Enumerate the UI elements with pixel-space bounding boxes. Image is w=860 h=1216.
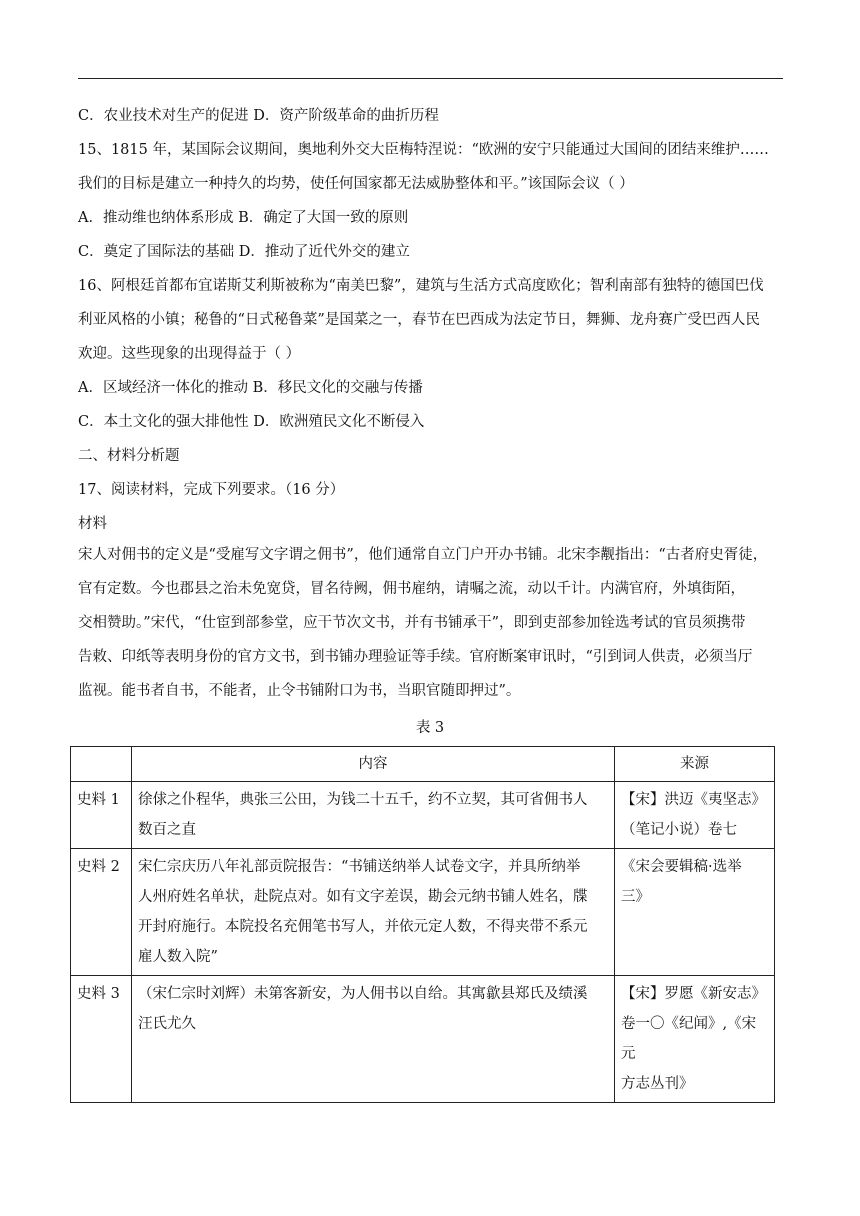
material-line: 监视。能书者自书，不能者，止令书铺附口为书，当职官随即押过”。 [78,683,521,699]
q17-stem: 17、阅读材料，完成下列要求。（16 分） [78,482,345,498]
q14-options-cd: C．农业技术对生产的促进 D．资产阶级革命的曲折历程 [78,108,439,124]
content-line: 宋仁宗庆历八年礼部贡院报告：“书铺送纳举人试卷文字，并具所纳举 [138,859,581,875]
q16-stem-line1: 16、阿根廷首都布宜诺斯艾利斯被称为“南美巴黎”，建筑与生活方式高度欧化；智利南部有独特的德国巴伐 [78,278,764,294]
row-content [132,976,615,1103]
q15-stem-line2: 我们的目标是建立一种持久的均势，使任何国家都无法威胁整体和平。”该国际会议（ ） [78,176,634,192]
content-line: 徐俅之仆程华，典张三公田，为钱二十五千，约不立契，其可省佣书人 [138,792,588,808]
q15-options-cd: C．奠定了国际法的基础 D．推动了近代外交的建立 [78,244,410,260]
question-content [78,106,784,708]
q15-stem-line1: 15、1815 年，某国际会议期间，奥地利外交大臣梅特涅说：“欧洲的安宁只能通过大国间的团结来维护…… [78,142,769,158]
source-line: 【宋】洪迈《夷坚志》 [621,792,766,808]
row-content [132,782,615,849]
q17-material-text [78,538,784,708]
table-row [71,976,775,1103]
table-row [71,849,775,976]
row-label: 史料 1 [71,782,132,849]
content-line: 开封府施行。本院投名充佣笔书写人，并依元定人数，不得夹带不系元 [138,919,588,935]
q16-options-cd: C．本土文化的强大排他性 D．欧洲殖民文化不断侵入 [78,414,425,430]
header-cell: 内容 [132,747,615,782]
q15-options-ab: A．推动维也纳体系形成 B．确定了大国一致的原则 [78,210,409,226]
content-line: （宋仁宗时刘辉）未第客新安，为人佣书以自给。其寓歙县郑氏及绩溪 [138,986,588,1002]
content-line: 人州府姓名单状，赴院点对。如有文字差误，勘会元纳书铺人姓名，牒 [138,889,588,905]
source-line: 方志丛刊》 [621,1076,694,1092]
q17-material-label: 材料 [78,516,107,532]
row-label: 史料 2 [71,849,132,976]
content-line: 汪氏尤久 [138,1016,196,1032]
source-line: 《宋会要辑稿·选举 [621,859,742,875]
section-title: 二、材料分析题 [78,448,180,464]
source-line: 三》 [621,889,650,905]
content-line: 雇人数入院” [138,949,218,965]
header-cell [71,747,132,782]
q16-stem-line3: 欢迎。这些现象的出现得益于（ ） [78,346,301,362]
header-rule [78,78,783,79]
q16-options-ab: A．区域经济一体化的推动 B．移民文化的交融与传播 [78,380,423,396]
row-source [615,782,775,849]
row-source [615,976,775,1103]
source-table [70,746,775,1103]
table-row [71,782,775,849]
material-line: 宋人对佣书的定义是“受雇写文字谓之佣书”，他们通常自立门户开办书铺。北宋李觏指出：“古者府史胥徒， [78,547,768,563]
material-line: 告敕、印纸等表明身份的官方文书，到书铺办理验证等手续。官府断案审讯时，“引到词人供责，必须当厅 [78,649,753,665]
header-cell: 来源 [615,747,775,782]
source-line: （笔记小说）卷七 [621,822,737,838]
material-line: 交相赞助。”宋代，“仕宦到部参堂，应干节次文书，并有书铺承干”，即到吏部参加铨选考试的官员须携带 [78,615,746,631]
source-line: 【宋】罗愿《新安志》 [621,986,766,1002]
row-label: 史料 3 [71,976,132,1103]
table-header-row [71,747,775,782]
material-line: 官有定数。今也郡县之治未免宽贷，冒名待阙，佣书雇纳，请嘱之流，动以千计。内满官府，外填街陌， [78,581,745,597]
content-line: 数百之直 [138,822,196,838]
row-source [615,849,775,976]
source-line: 卷一〇《纪闻》,《宋元 [621,1016,757,1062]
row-content [132,849,615,976]
q16-stem-line2: 利亚风格的小镇；秘鲁的“日式秘鲁菜”是国菜之一，春节在巴西成为法定节日，舞狮、龙舟赛广受巴西人民 [78,312,760,328]
table-caption: 表 3 [415,720,445,736]
